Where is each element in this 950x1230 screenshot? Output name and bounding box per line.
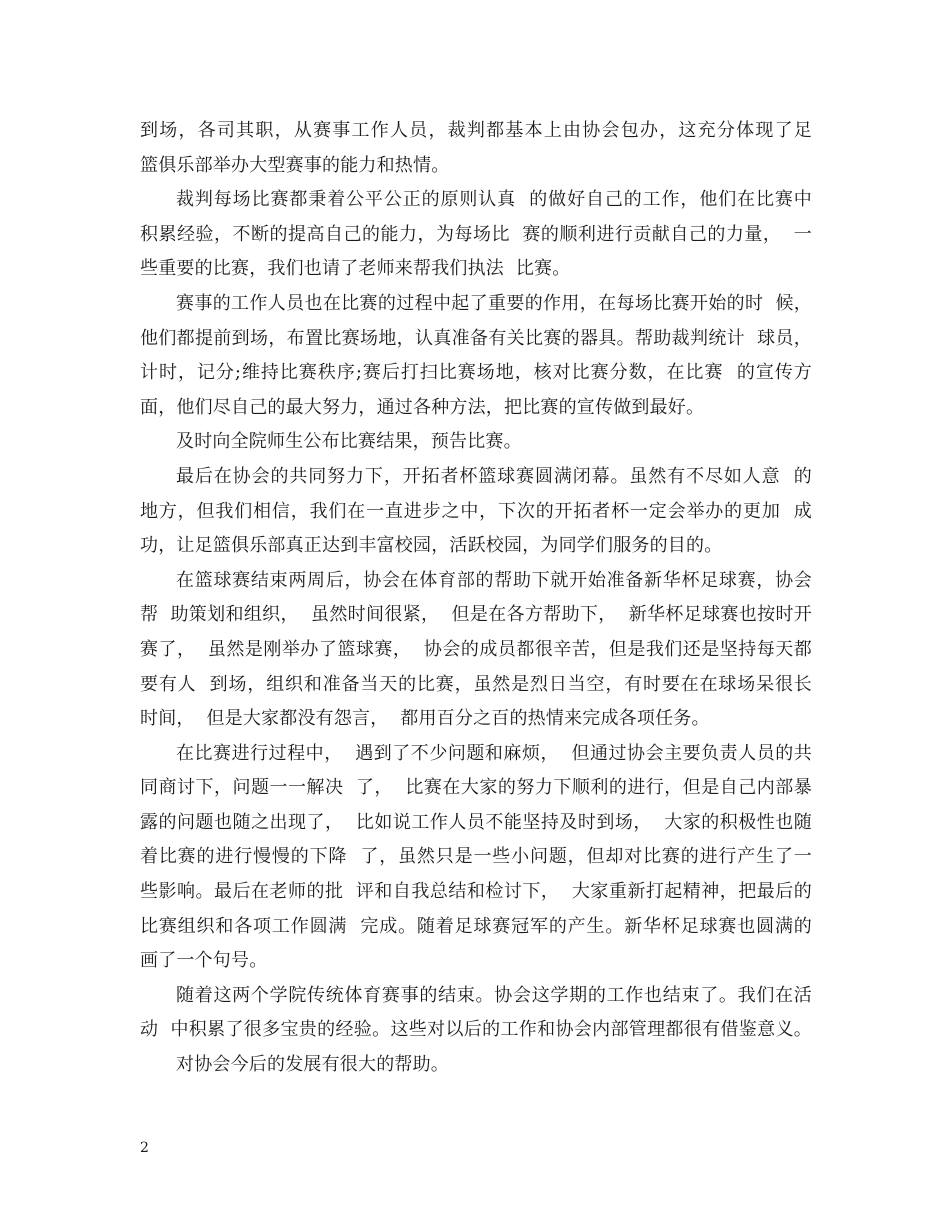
text-line: 要有人 到场，组织和准备当天的比赛，虽然是烈日当空，有时要在在球场呆很长 bbox=[140, 673, 812, 695]
text-line: 功，让足篮俱乐部真正达到丰富校园，活跃校园，为同学们服务的目的。 bbox=[140, 535, 723, 557]
body-text bbox=[140, 114, 812, 1083]
text-line: 些影响。最后在老师的批 评和自我总结和检讨下， 大家重新打起精神，把最后的 bbox=[140, 881, 812, 903]
text-line: 篮俱乐部举办大型赛事的能力和热情。 bbox=[140, 154, 450, 176]
text-line: 他们都提前到场，布置比赛场地，认真准备有关比赛的器具。帮助裁判统计 球员， bbox=[140, 327, 812, 349]
text-line: 积累经验，不断的提高自己的能力，为每场比 赛的顺利进行贡献自己的力量， 一 bbox=[140, 223, 812, 245]
page-number: 2 bbox=[140, 1140, 149, 1156]
text-line: 动 中积累了很多宝贵的经验。这些对以后的工作和协会内部管理都很有借鉴意义。 bbox=[140, 1019, 812, 1041]
text-line: 及时向全院师生公布比赛结果，预告比赛。 bbox=[176, 431, 522, 453]
text-line: 随着这两个学院传统体育赛事的结束。协会这学期的工作也结束了。我们在活 bbox=[176, 984, 812, 1006]
text-line: 些重要的比赛，我们也请了老师来帮我们执法 比赛。 bbox=[140, 258, 571, 280]
text-line: 地方，但我们相信，我们在一直进步之中，下次的开拓者杯一定会举办的更加 成 bbox=[140, 500, 812, 522]
text-line: 在比赛进行过程中， 遇到了不少问题和麻烦， 但通过协会主要负责人员的共 bbox=[176, 742, 812, 764]
text-line: 画了一个句号。 bbox=[140, 950, 268, 972]
text-line: 最后在协会的共同努力下，开拓者杯篮球赛圆满闭幕。虽然有不尽如人意 的 bbox=[176, 465, 812, 487]
text-line: 露的问题也随之出现了， 比如说工作人员不能坚持及时到场， 大家的积极性也随 bbox=[140, 811, 812, 833]
text-line: 帮 助策划和组织， 虽然时间很紧， 但是在各方帮助下， 新华杯足球赛也按时开 bbox=[140, 604, 812, 626]
text-line: 在篮球赛结束两周后，协会在体育部的帮助下就开始准备新华杯足球赛，协会 bbox=[176, 569, 812, 591]
text-line: 裁判每场比赛都秉着公平公正的原则认真 的做好自己的工作，他们在比赛中 bbox=[176, 189, 812, 211]
text-line: 比赛组织和各项工作圆满 完成。随着足球赛冠军的产生。新华杯足球赛也圆满的 bbox=[140, 915, 812, 937]
text-line: 赛事的工作人员也在比赛的过程中起了重要的作用，在每场比赛开始的时 候， bbox=[176, 292, 812, 314]
text-line: 计时，记分;维持比赛秩序;赛后打扫比赛场地，核对比赛分数，在比赛 的宣传方 bbox=[140, 362, 812, 384]
text-line: 到场，各司其职，从赛事工作人员，裁判都基本上由协会包办，这充分体现了足 bbox=[140, 120, 812, 141]
text-line: 着比赛的进行慢慢的下降 了，虽然只是一些小问题，但却对比赛的进行产生了一 bbox=[140, 846, 812, 868]
text-line: 赛了， 虽然是刚举办了篮球赛， 协会的成员都很辛苦，但是我们还是坚持每天都 bbox=[140, 638, 812, 660]
text-line: 时间， 但是大家都没有怨言， 都用百分之百的热情来完成各项任务。 bbox=[140, 708, 710, 730]
text-line: 对协会今后的发展有很大的帮助。 bbox=[176, 1054, 449, 1076]
text-line: 同商讨下，问题一一解决 了， 比赛在大家的努力下顺利的进行，但是自己内部暴 bbox=[140, 777, 812, 799]
text-line: 面，他们尽自己的最大努力，通过各种方法，把比赛的宣传做到最好。 bbox=[140, 396, 705, 418]
